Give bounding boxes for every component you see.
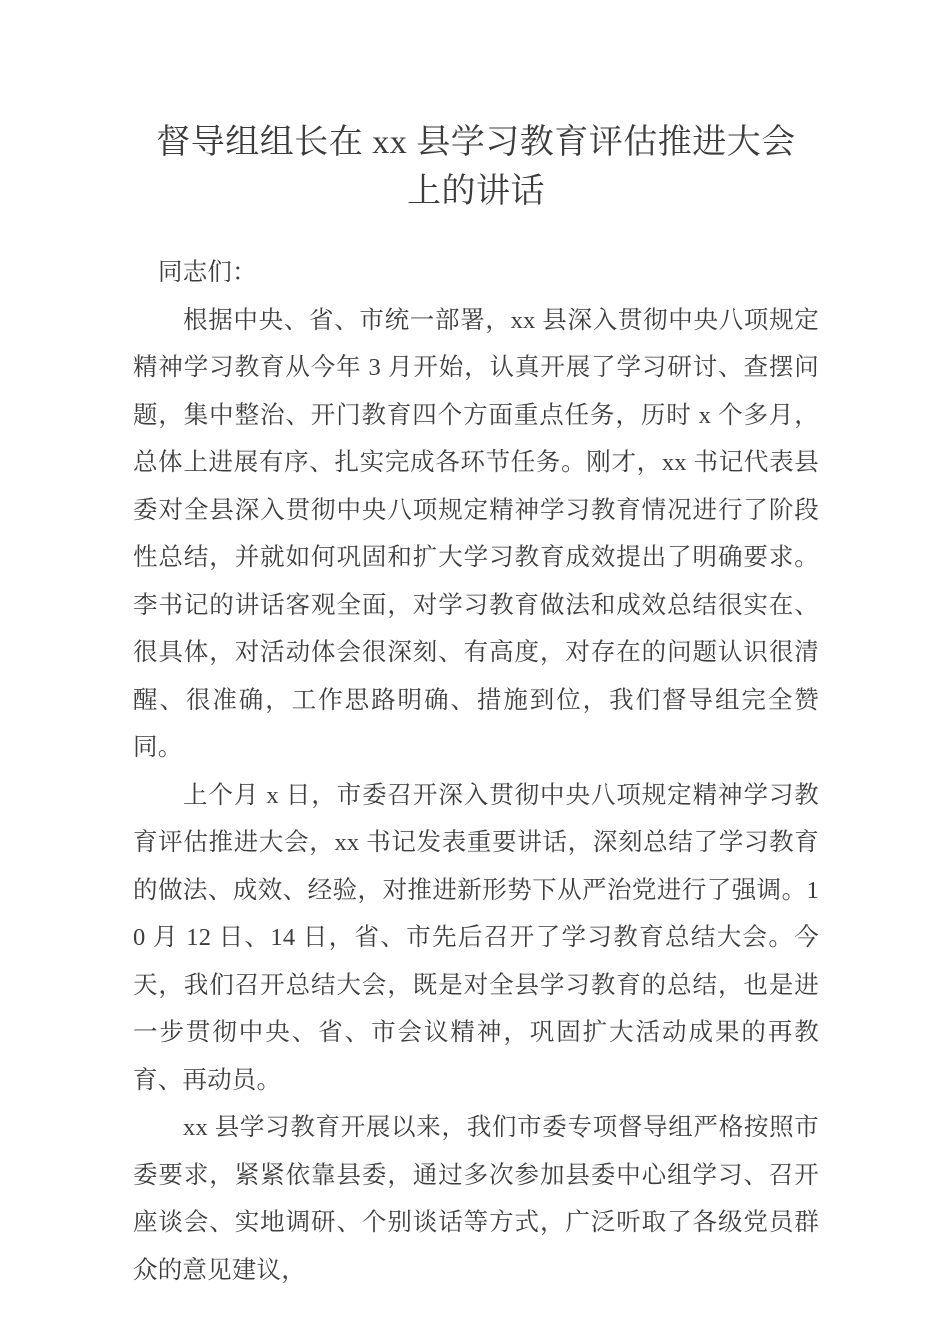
page-title: [133, 0, 819, 216]
body-paragraph-3: xx 县学习教育开展以来，我们市委专项督导组严格按照市委要求，紧紧依靠县委，通过多次参加县委中心组学习、召开座谈会、实地调研、个别谈话等方式，广泛听取了各级党员群众的意见建议，: [133, 1114, 819, 1284]
page-text-column: [133, 0, 819, 1294]
salutation: 同志们：: [158, 259, 257, 286]
body-paragraph-2: 上个月 x 日，市委召开深入贯彻中央八项规定精神学习教育评估推进大会，xx 书记发表重要讲话，深刻总结了学习教育的做法、成效、经验，对推进新形势下从严治党进行了强调。10 月 12 日、14 日，省、市先后召开了学习教育总结大会。今天，我们召开总结大会，既是对全县学习教育的总结，也是进一步贯彻中央、省、市会议精神，巩固扩大活动成果的再教育、再动员。: [133, 781, 819, 1094]
body-paragraph-1: 根据中央、省、市统一部署，xx 县深入贯彻中央八项规定精神学习教育从今年 3 月开始，认真开展了学习研讨、查摆问题，集中整治、开门教育四个方面重点任务，历时 x 个多月，总体上进展有序、扎实完成各环节任务。刚才，xx 书记代表县委对全县深入贯彻中央八项规定精神学习教育情况进行了阶段性总结，并就如何巩固和扩大学习教育成效提出了明确要求。李书记的讲话客观全面，对学习教育做法和成效总结很实在、很具体，对活动体会很深刻、有高度，对存在的问题认识很清醒、很准确，工作思路明确、措施到位，我们督导组完全赞同。: [133, 306, 819, 761]
page-title-line-2: 上的讲话: [407, 173, 545, 210]
document-body: [133, 216, 819, 1294]
page-title-line-1: 督导组组长在 xx 县学习教育评估推进大会: [156, 124, 796, 161]
